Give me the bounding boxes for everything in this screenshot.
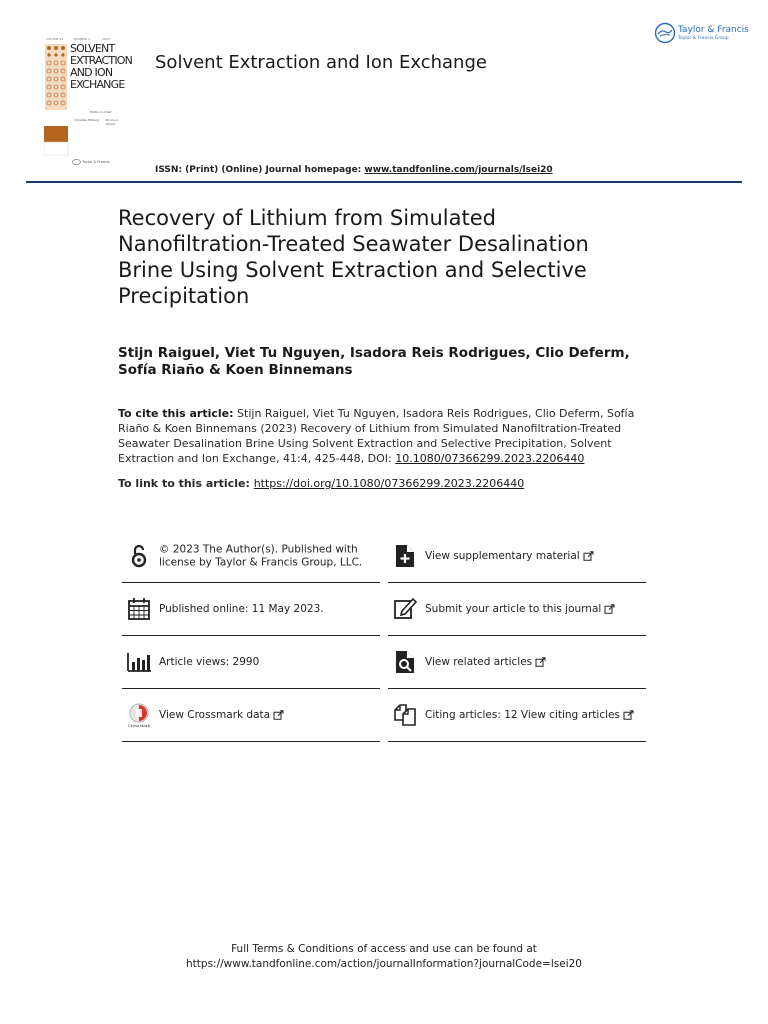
article-link-block [118,476,648,491]
svg-text:NUMBER 4: NUMBER 4 [74,37,90,41]
related-articles-link[interactable] [425,656,546,669]
article-authors: Stijn Raiguel, Viet Tu Nguyen, Isadora Reis Rodrigues, Clio Deferm, Sofía Riaño & Koen Binnemans [118,345,630,378]
issn-text: ISSN: (Print) (Online) Journal homepage: [155,165,365,175]
published-online-cell [122,583,380,636]
copy-documents-icon [392,702,418,728]
doi-link[interactable]: 10.1080/07366299.2023.2206440 [395,452,585,465]
cover-publisher: Taylor & Francis [82,160,110,164]
external-link-icon [273,709,284,720]
journal-cover-image [44,36,133,164]
link-label: To link to this article: [118,477,254,490]
cover-publisher-icon [72,159,81,165]
external-link-icon [623,709,634,720]
terms-url[interactable]: https://www.tandfonline.com/action/journalInformation?journalCode=lsei20 [186,958,582,970]
edit-document-icon [392,596,418,622]
open-access-text: © 2023 The Author(s). Published with license by Taylor & Francis Group, LLC. [159,543,363,568]
bar-chart-icon [126,649,152,675]
open-access-icon [126,543,152,569]
cover-editor-line: Editor-in-Chief [90,110,112,114]
publisher-name: Taylor & Francis [678,25,749,35]
external-link-icon [604,603,615,614]
citing-articles-label[interactable]: Citing articles: 12 View citing articles [425,708,620,721]
crossmark-logo-text: CrossMark [127,723,151,728]
article-url-link[interactable]: https://doi.org/10.1080/07366299.2023.2206440 [253,477,525,490]
journal-homepage-link[interactable]: www.tandfonline.com/journals/lsei20 [364,165,553,175]
supplementary-link[interactable] [425,550,594,563]
taylor-francis-logo-icon [654,22,676,44]
related-articles-cell[interactable] [388,636,646,689]
submit-article-link[interactable] [425,603,615,616]
header-divider [26,181,742,183]
journal-name[interactable]: Solvent Extraction and Ion Exchange [155,52,487,73]
citing-articles-cell[interactable] [388,689,646,742]
cover-title: SOLVENT EXTRACTION AND ION EXCHANGE [70,42,133,91]
article-title: Recovery of Lithium from Simulated Nanofiltration-Treated Seawater Desalination Brine Using Solvent Extraction and Selective Precipitation [118,206,589,308]
supplementary-label[interactable]: View supplementary material [425,549,580,562]
issn-line [155,165,553,175]
crossmark-label[interactable]: View Crossmark data [159,708,271,721]
crossmark-icon [126,702,152,728]
citation-text: Stijn Raiguel, Viet Tu Nguyen, Isadora Reis Rodrigues, Clio Deferm, Sofía Riaño & Koen Binnemans (2023) Recovery of Lithium from Simulated Nanofiltration-Treated Seawater Desalination Brine Using Solvent Extraction and Selective Precipitation, Solvent Extraction and Ion Exchange, 41:4, 425-448, DOI: [118,407,635,465]
article-views-text: Article views: 2990 [159,655,260,668]
citation-block [118,406,648,466]
citation-label: To cite this article: [118,407,234,420]
terms-line-1: Full Terms & Conditions of access and use can be found at [231,943,537,955]
cover-editor-2: Bruce A. Moyer [106,118,119,126]
crossmark-cell[interactable] [122,689,380,742]
submit-article-label[interactable]: Submit your article to this journal [425,602,602,615]
svg-text:2023: 2023 [102,37,110,41]
svg-text:VOLUME 41: VOLUME 41 [46,37,64,41]
search-document-icon [392,649,418,675]
publisher-logo [654,22,750,48]
article-views-cell [122,636,380,689]
add-document-icon [392,543,418,569]
external-link-icon [535,656,546,667]
crossmark-link[interactable] [159,709,284,722]
submit-article-cell[interactable] [388,583,646,636]
published-online-text: Published online: 11 May 2023. [159,602,324,615]
publisher-group: Taylor & Francis Group [678,36,729,41]
supplementary-cell[interactable] [388,530,646,583]
terms-footer [0,942,768,972]
open-access-cell [122,530,380,583]
calendar-icon [126,596,152,622]
citing-articles-link[interactable] [425,709,634,722]
external-link-icon [583,550,594,561]
cover-editor-1: Christian Ekberg [74,118,99,122]
related-articles-label[interactable]: View related articles [425,655,533,668]
